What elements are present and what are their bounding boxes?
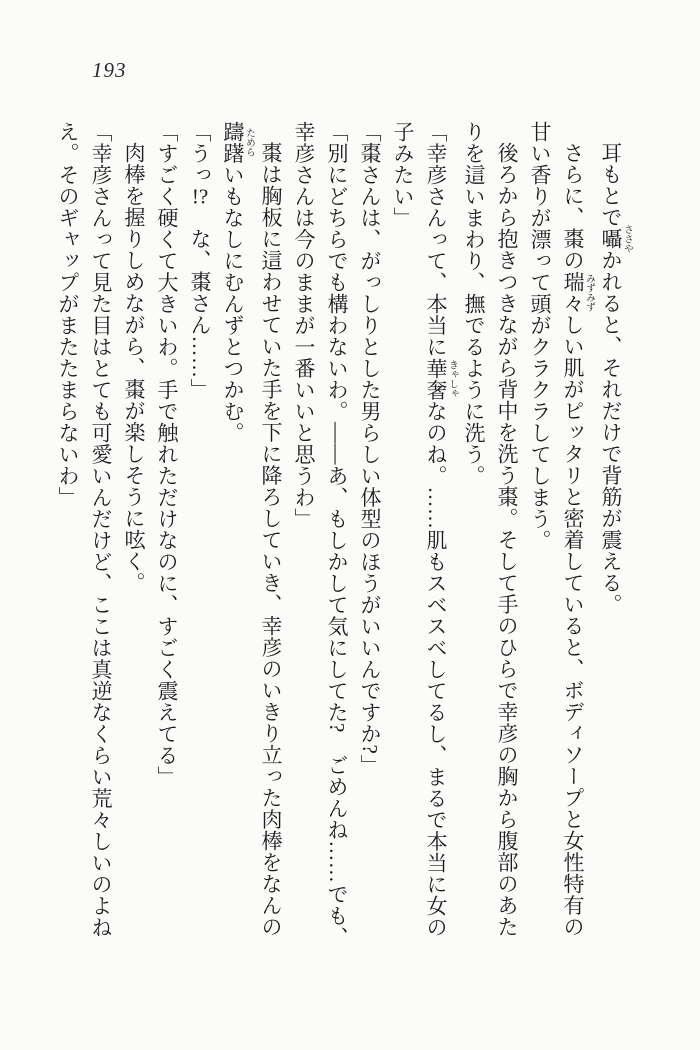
text-line-14: 「すごく硬くて大きいわ。手で触れただけなのに、すごく震えてる」 bbox=[155, 121, 179, 788]
tate-chu-yoko: !? bbox=[191, 185, 209, 207]
text-line-15: 肉棒を握りしめながら、棗が楽しそうに呟く。 bbox=[122, 142, 146, 594]
text-line-6: 「幸彦さんって、本当に華奢 きゃしゃなのね。……肌もスベスベしてるし、まるで本当に女の bbox=[424, 121, 457, 938]
text-line-4: 後ろから抱きつきながら背中を洗う棗。そして手のひらで幸彦の胸から腹部のあた bbox=[495, 142, 519, 938]
text-line-3: 甘い香りが漂って頭がクラクラしてしまう。 bbox=[528, 121, 552, 551]
text-line-17: え。そのギャップがまたたまらないわ」 bbox=[56, 121, 80, 508]
page-number: 193 bbox=[92, 58, 127, 82]
text-line-13: 「うっ!? な、棗さん……」 bbox=[188, 121, 212, 400]
furigana-annotated-word: 躊躇 ためら bbox=[221, 121, 254, 164]
text-line-12: 躊躇 ためらいもなしにむんずとつかむ。 bbox=[221, 121, 254, 444]
text-line-1: 耳もとで囁 ささやかれると、それだけで背筋が震える。 bbox=[599, 142, 632, 615]
text-line-9: 「別にどちらでも構わないわ。――あ、もしかして気にしてた? ごめんね……でも、 bbox=[325, 121, 349, 948]
text-line-16: 「幸彦さんって見た目はとても可愛いんだけど、ここは真逆なくらい荒々しいのよね bbox=[89, 121, 113, 938]
text-line-2: さらに、棗の瑞々 みずみずしい肌がピッタリと密着していると、ボディソープと女性特有の bbox=[561, 142, 594, 938]
furigana-annotated-word: 瑞々 みずみず bbox=[561, 271, 594, 314]
text-line-7: 子みたい」 bbox=[391, 121, 415, 229]
page-text-block bbox=[51, 121, 632, 1021]
furigana-annotated-word: 華奢 きゃしゃ bbox=[424, 357, 457, 401]
text-line-8: 「棗さんは、がっしりとした男らしい体型のほうがいいんですか?」 bbox=[358, 121, 382, 776]
text-line-11: 棗は胸板に這わせていた手を下に降ろしていき、幸彦のいきり立った肉棒をなんの bbox=[259, 142, 283, 938]
text-line-10: 幸彦さんは今のままが一番いいと思うわ」 bbox=[292, 121, 316, 530]
text-line-5: りを這いまわり、撫でるように洗う。 bbox=[462, 121, 486, 487]
furigana-annotated-word: 囁 ささや bbox=[599, 224, 632, 253]
